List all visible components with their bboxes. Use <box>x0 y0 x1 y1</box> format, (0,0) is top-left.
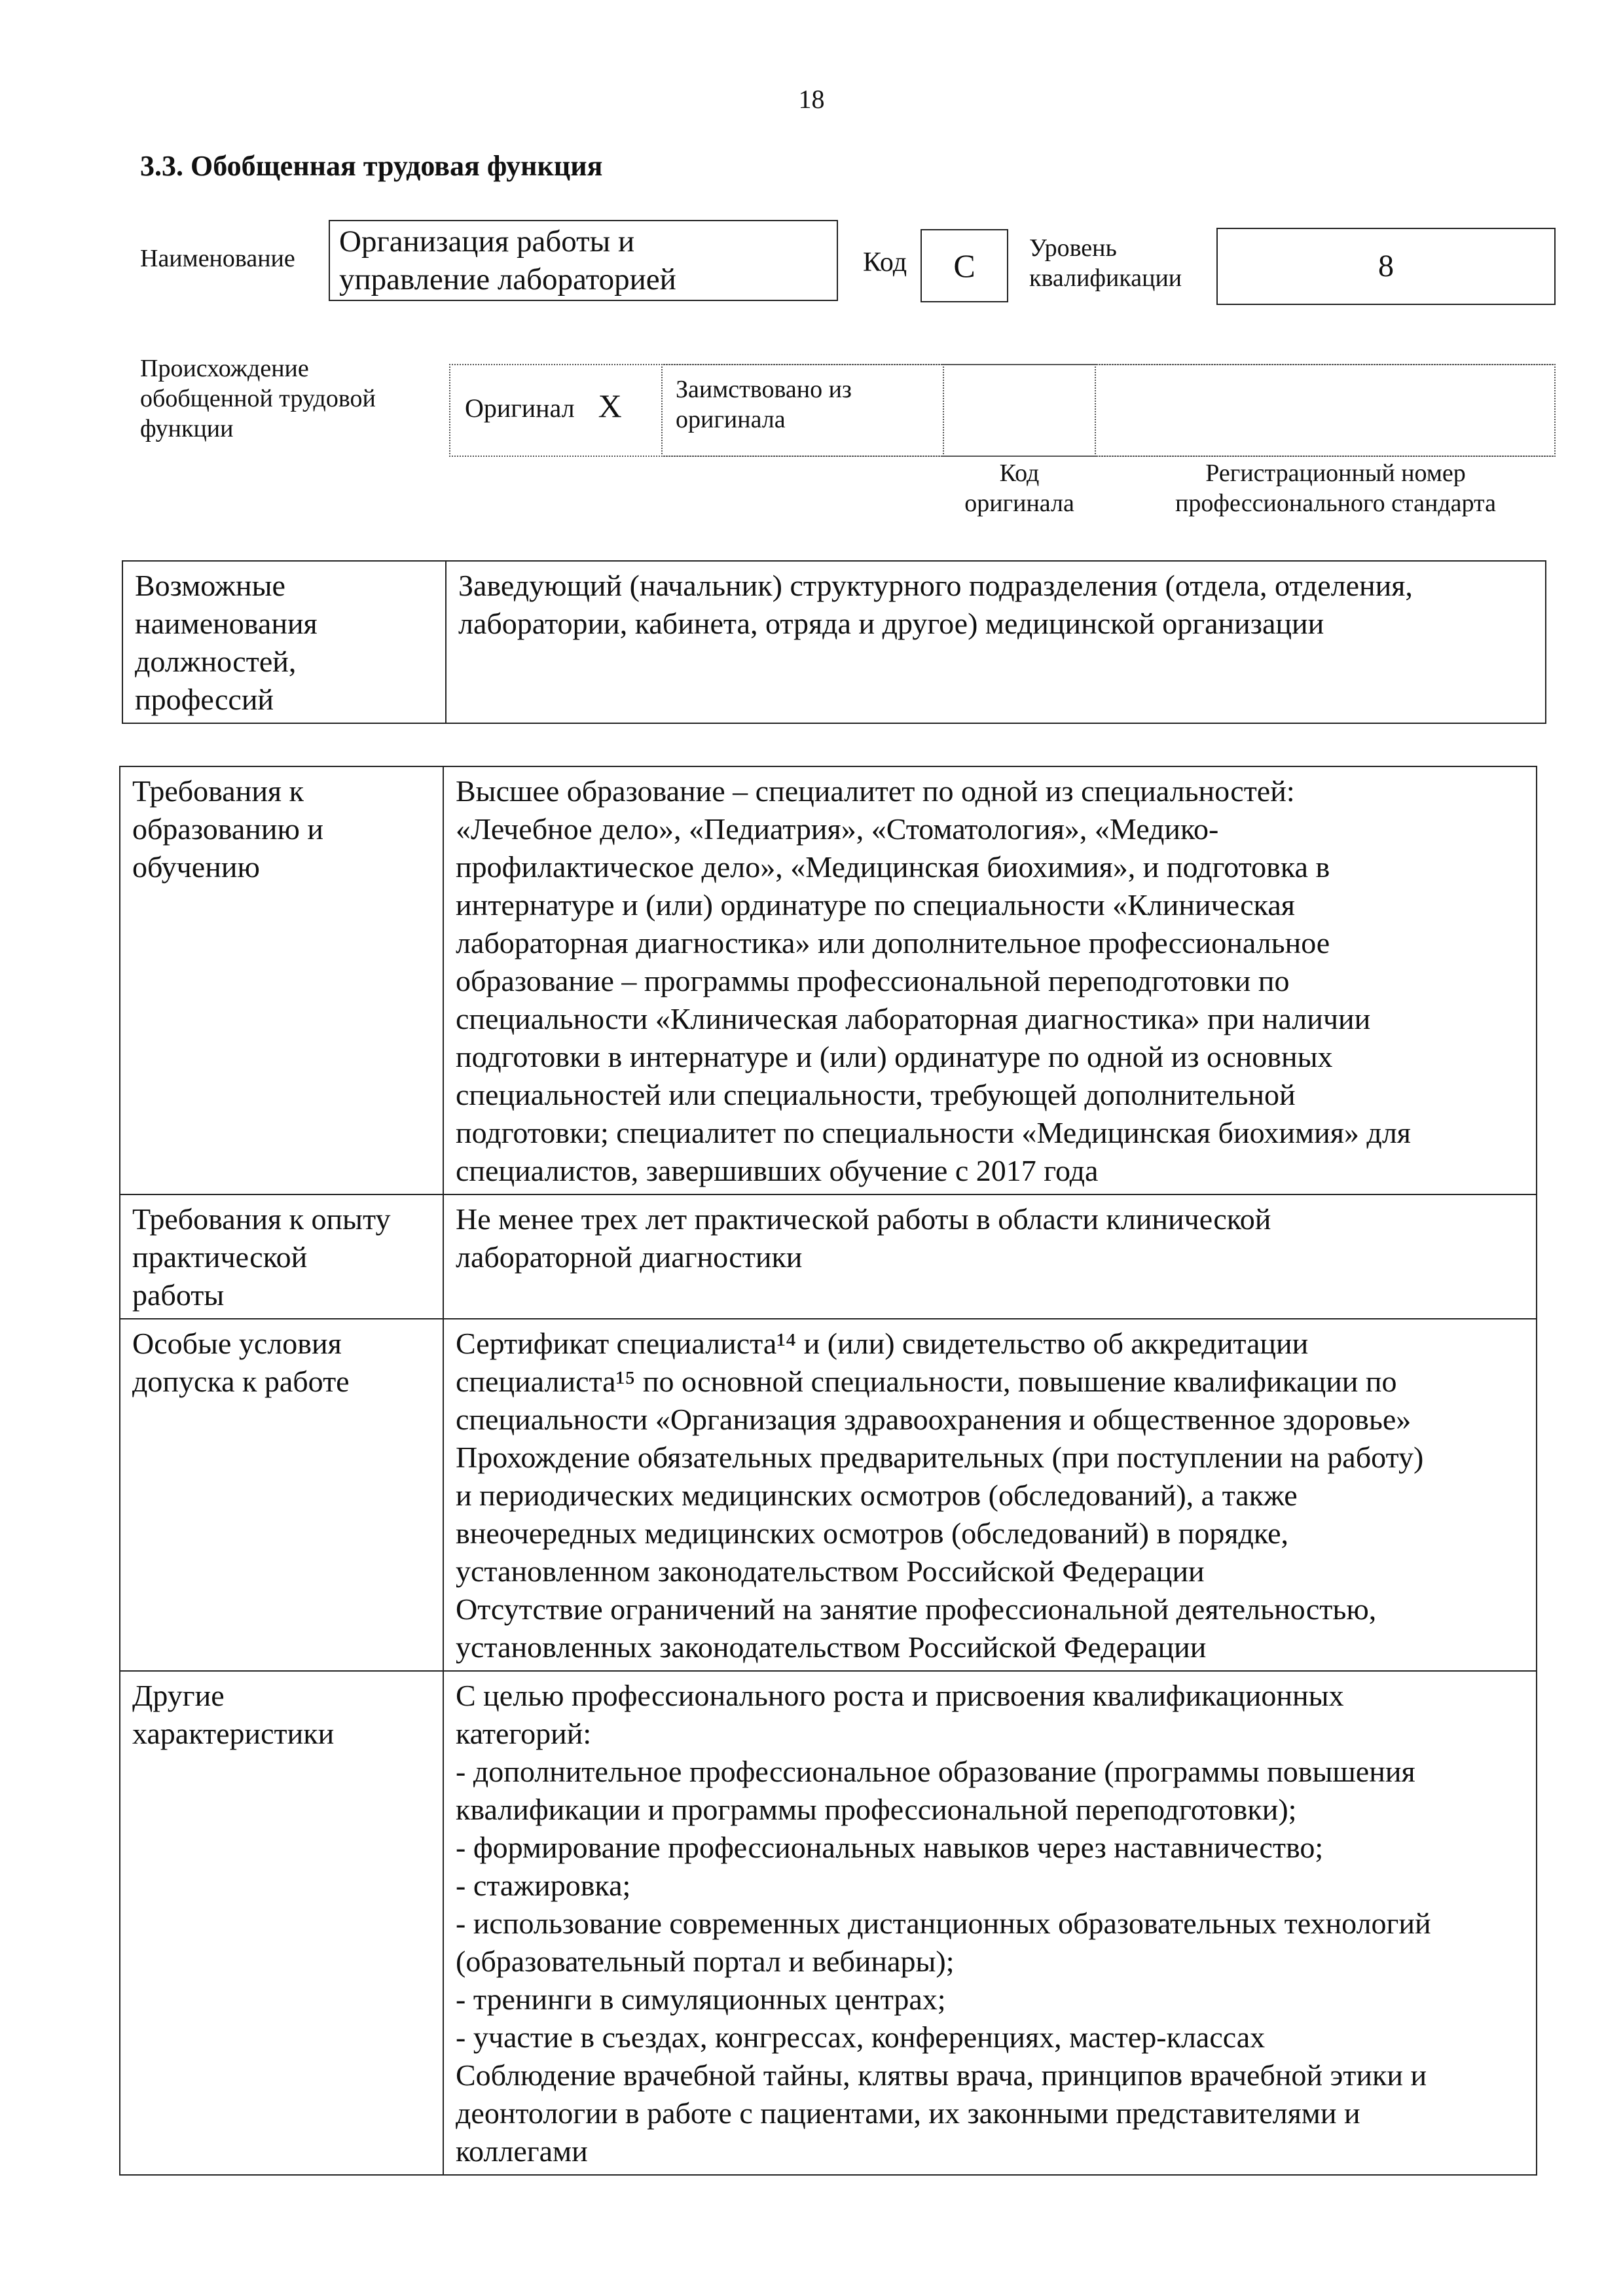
table-row <box>120 1194 1537 1319</box>
original-label: Оригинал <box>465 393 575 423</box>
name-line: Организация работы и <box>339 224 635 259</box>
cell-line: наименования <box>135 607 318 640</box>
cell-line: коллегами <box>456 2134 588 2168</box>
original-cell <box>449 364 663 457</box>
level-label-line: Уровень <box>1029 234 1117 262</box>
education-label-cell <box>120 766 443 1194</box>
cell-line: лабораторная диагностика» или дополнительное профессиональное <box>456 926 1330 960</box>
cell-line: лабораторной диагностики <box>456 1240 803 1274</box>
table-row <box>120 766 1537 1194</box>
original-code-cell <box>943 364 1096 457</box>
code-value: С <box>953 247 976 284</box>
cell-line: квалификации и программы профессиональной переподготовки); <box>456 1793 1297 1826</box>
cell-line: деонтологии в работе с пациентами, их законными представителями и <box>456 2096 1360 2130</box>
code-caption <box>943 458 1096 518</box>
cell-line: Соблюдение врачебной тайны, клятвы врача, принципов врачебной этики и <box>456 2058 1427 2092</box>
cell-line: практической <box>132 1240 308 1274</box>
code-label: Код <box>863 247 907 278</box>
borrowed-line: оригинала <box>676 406 786 433</box>
original-mark: Х <box>598 387 622 424</box>
cell-line: обучению <box>132 850 260 884</box>
cell-line: подготовки в интернатуре и (или) ординатуре по одной из основных <box>456 1040 1333 1073</box>
origin-label-line: Происхождение <box>140 355 309 382</box>
table-row <box>122 561 1546 723</box>
positions-table <box>122 560 1546 724</box>
cell-line: образование – программы профессиональной переподготовки по <box>456 964 1290 997</box>
cell-line: Требования к <box>132 774 304 808</box>
cell-line: лаборатории, кабинета, отряда и другое) медицинской организации <box>458 607 1324 640</box>
origin-label-line: функции <box>140 415 234 442</box>
reg-caption-line: профессионального стандарта <box>1175 490 1496 517</box>
cell-line: должностей, <box>135 645 297 678</box>
cell-line: характеристики <box>132 1717 335 1750</box>
cell-line: - использование современных дистанционных образовательных технологий <box>456 1907 1431 1940</box>
education-value-cell <box>443 766 1537 1194</box>
cell-line: Особые условия <box>132 1327 342 1360</box>
reg-caption <box>1113 458 1558 518</box>
cell-line: «Лечебное дело», «Педиатрия», «Стоматология», «Медико- <box>456 812 1219 846</box>
borrowed-line: Заимствовано из <box>676 376 852 403</box>
origin-label <box>140 353 376 444</box>
experience-value-cell <box>443 1194 1537 1319</box>
cell-line: специальности «Организация здравоохранения и общественное здоровье» <box>456 1403 1412 1436</box>
cell-line: категорий: <box>456 1717 592 1750</box>
cell-line: интернатуре и (или) ординатуре по специальности «Клиническая <box>456 888 1295 922</box>
cell-line: Возможные <box>135 569 285 602</box>
cell-line: - формирование профессиональных навыков через наставничество; <box>456 1831 1324 1864</box>
requirements-table <box>119 766 1537 2176</box>
table-row <box>120 1671 1537 2175</box>
other-value-cell <box>443 1671 1537 2175</box>
level-box <box>1216 228 1556 305</box>
level-label <box>1029 233 1182 293</box>
cell-line: Другие <box>132 1679 225 1712</box>
conditions-label-cell <box>120 1319 443 1671</box>
cell-line: Сертификат специалиста¹⁴ и (или) свидетельство об аккредитации <box>456 1327 1309 1360</box>
origin-label-line: обобщенной трудовой <box>140 385 376 412</box>
cell-line: - дополнительное профессиональное образование (программы повышения <box>456 1755 1415 1788</box>
code-caption-line: Код <box>999 459 1040 487</box>
cell-line: специальностей или специальности, требующей дополнительной <box>456 1078 1296 1111</box>
cell-line: Заведующий (начальник) структурного подразделения (отдела, отделения, <box>458 569 1413 602</box>
conditions-value-cell <box>443 1319 1537 1671</box>
code-caption-line: оригинала <box>964 490 1074 517</box>
cell-line: Прохождение обязательных предварительных (при поступлении на работу) <box>456 1441 1424 1474</box>
cell-line: - участие в съездах, конгрессах, конференциях, мастер-классах <box>456 2020 1266 2054</box>
cell-line: С целью профессионального роста и присвоения квалификационных <box>456 1679 1344 1712</box>
code-box <box>921 229 1008 302</box>
name-label: Наименование <box>140 245 295 272</box>
page-number: 18 <box>798 84 825 114</box>
positions-label-cell <box>122 561 446 723</box>
cell-line: работы <box>132 1278 225 1312</box>
positions-value-cell <box>446 561 1546 723</box>
reg-number-cell <box>1095 364 1556 457</box>
name-line: управление лабораторией <box>339 262 676 296</box>
name-box <box>329 220 838 301</box>
cell-line: специалистов, завершивших обучение с 2017 года <box>456 1154 1099 1187</box>
cell-line: специальности «Клиническая лабораторная диагностика» при наличии <box>456 1002 1371 1035</box>
cell-line: (образовательный портал и вебинары); <box>456 1945 955 1978</box>
cell-line: внеочередных медицинских осмотров (обследований) в порядке, <box>456 1516 1289 1550</box>
cell-line: профессий <box>135 683 274 716</box>
cell-line: установленных законодательством Российской Федерации <box>456 1630 1207 1664</box>
section-title: 3.3. Обобщенная трудовая функция <box>140 150 603 182</box>
reg-caption-line: Регистрационный номер <box>1205 459 1466 487</box>
level-label-line: квалификации <box>1029 264 1182 292</box>
cell-line: - стажировка; <box>456 1869 631 1902</box>
cell-line: Требования к опыту <box>132 1202 391 1236</box>
level-value: 8 <box>1378 249 1394 283</box>
cell-line: Отсутствие ограничений на занятие профессиональной деятельностью, <box>456 1592 1377 1626</box>
other-label-cell <box>120 1671 443 2175</box>
cell-line: подготовки; специалитет по специальности «Медицинская биохимия» для <box>456 1116 1411 1149</box>
cell-line: допуска к работе <box>132 1365 350 1398</box>
cell-line: Не менее трех лет практической работы в области клинической <box>456 1202 1271 1236</box>
borrowed-cell <box>661 364 944 457</box>
cell-line: образованию и <box>132 812 323 846</box>
cell-line: установленном законодательством Российской Федерации <box>456 1554 1205 1588</box>
cell-line: - тренинги в симуляционных центрах; <box>456 1982 946 2016</box>
cell-line: Высшее образование – специалитет по одной из специальностей: <box>456 774 1295 808</box>
cell-line: и периодических медицинских осмотров (обследований), а также <box>456 1479 1298 1512</box>
cell-line: профилактическое дело», «Медицинская биохимия», и подготовка в <box>456 850 1330 884</box>
cell-line: специалиста¹⁵ по основной специальности, повышение квалификации по <box>456 1365 1397 1398</box>
experience-label-cell <box>120 1194 443 1319</box>
table-row <box>120 1319 1537 1671</box>
